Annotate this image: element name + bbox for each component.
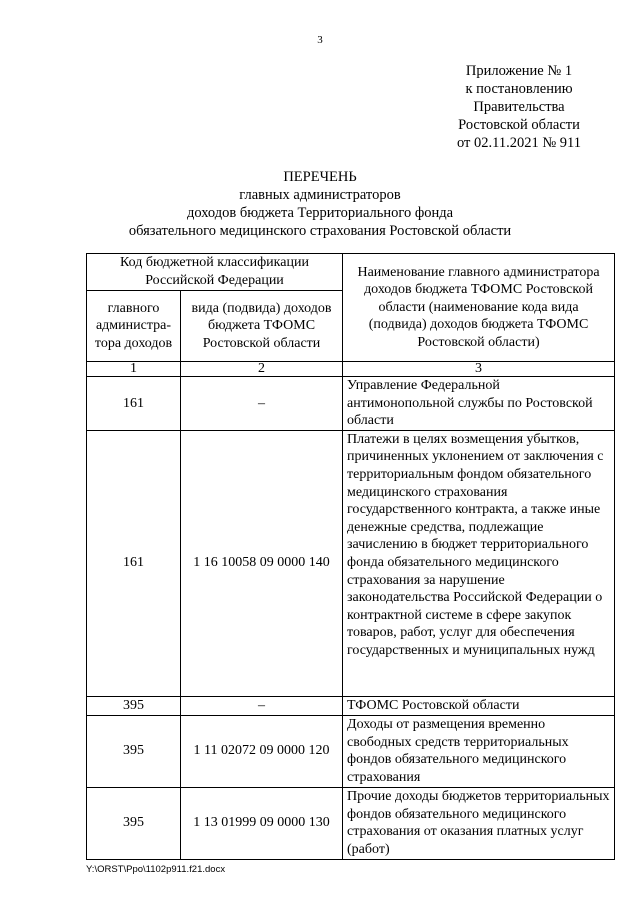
admin-code: 395 <box>87 787 181 859</box>
revenue-name: Доходы от размещения временно свободных средств территориальных фондов обязательного медицинского страхования <box>343 715 615 787</box>
revenue-code: – <box>181 377 343 431</box>
title-heading: ПЕРЕЧЕНЬ <box>283 169 357 185</box>
table-header-row <box>87 254 615 291</box>
table-row <box>87 787 615 859</box>
revenue-code: 1 16 10058 09 0000 140 <box>181 430 343 696</box>
table-row <box>87 430 615 696</box>
table-numbering-row <box>87 362 615 377</box>
appendix-line: от 02.11.2021 № 911 <box>456 135 582 151</box>
column-number: 2 <box>181 362 343 377</box>
title-line: главных администраторов <box>239 187 401 203</box>
column-number: 3 <box>343 362 615 377</box>
revenue-code: 1 13 01999 09 0000 130 <box>181 787 343 859</box>
admin-code: 161 <box>87 377 181 431</box>
file-path-footer: Y:\ORST\Ppo\1102p911.f21.docx <box>86 864 226 875</box>
header-admin-name: Наименование главного администратора доходов бюджета ТФОМС Ростовской области (наименование кода вида (подвида) доходов бюджета ТФОМС Ростовской области) <box>343 254 615 362</box>
table-row <box>87 715 615 787</box>
appendix-line: Приложение № 1 <box>465 63 573 79</box>
appendix-line: к постановлению <box>465 81 573 97</box>
appendix-line: Правительства <box>473 99 565 115</box>
title-line: обязательного медицинского страхования Ростовской области <box>128 223 512 239</box>
table-row <box>87 696 615 715</box>
admin-name: ТФОМС Ростовской области <box>343 696 615 715</box>
admin-code: 395 <box>87 715 181 787</box>
title-line: доходов бюджета Территориального фонда <box>186 205 454 221</box>
appendix-line: Ростовской области <box>458 117 580 133</box>
revenue-code: – <box>181 696 343 715</box>
admin-code: 161 <box>87 430 181 696</box>
revenue-name: Прочие доходы бюджетов территориальных фондов обязательного медицинского страхования от оказания платных услуг (работ) <box>343 787 615 859</box>
appendix-block <box>440 62 598 152</box>
revenue-name: Платежи в целях возмещения убытков, причиненных уклонением от заключения с территориальным фондом обязательного медицинского страхования государственного контракта, а также иные денежные средства, подлежащие зачислению в бюджет территориального фонда обязательного медицинского страхования за нарушение законодательства Российской Федерации о контрактной системе в сфере закупок товаров, работ, услуг для обеспечения государственных и муниципальных нужд <box>343 430 615 696</box>
document-title <box>0 168 640 240</box>
header-revenue-type: вида (подвида) доходов бюджета ТФОМС Ростовской области <box>181 291 343 362</box>
page-number: 3 <box>317 34 323 46</box>
header-budget-classification: Код бюджетной классификации Российской Федерации <box>87 254 343 291</box>
revenue-administrators-table <box>86 253 615 860</box>
column-number: 1 <box>87 362 181 377</box>
admin-name: Управление Федеральной антимонопольной службы по Ростовской области <box>343 377 615 431</box>
admin-code: 395 <box>87 696 181 715</box>
header-main-admin: главного администра-тора доходов <box>87 291 181 362</box>
table-row <box>87 377 615 431</box>
revenue-code: 1 11 02072 09 0000 120 <box>181 715 343 787</box>
